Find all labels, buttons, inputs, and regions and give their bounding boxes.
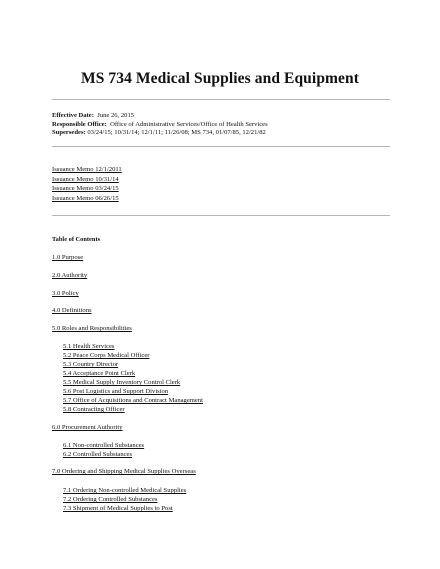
- title-divider: [52, 99, 390, 100]
- responsible-office-label: Responsible Office:: [52, 121, 107, 128]
- toc-sublink[interactable]: 5.6 Post Logistics and Support Division: [63, 388, 169, 395]
- toc-link[interactable]: 1.0 Purpose: [52, 254, 84, 261]
- issuance-memo-link[interactable]: Issuance Memo 06/26/15: [52, 195, 119, 202]
- responsible-office-value: Office of Administrative Services/Office of Health Services: [110, 121, 268, 128]
- supersedes-line: [52, 129, 266, 138]
- effective-date-line: [52, 112, 134, 121]
- issuance-memo-link[interactable]: Issuance Memo 03/24/15: [52, 185, 119, 192]
- toc-link[interactable]: 3.0 Policy: [52, 290, 79, 297]
- toc-link[interactable]: 7.0 Ordering and Shipping Medical Supplies Overseas: [52, 468, 196, 475]
- toc-sublink[interactable]: 5.7 Office of Acquisitions and Contract Management: [63, 397, 203, 404]
- supersedes-value: 03/24/15; 10/31/14; 12/1/11; 11/26/08; MS 734, 01/07/85, 12/21/82: [87, 129, 266, 136]
- toc-link[interactable]: 4.0 Definitions: [52, 307, 92, 314]
- toc-sublink[interactable]: 7.2 Ordering Controlled Substances: [63, 496, 158, 503]
- toc-link[interactable]: 6.0 Procurement Authority: [52, 424, 123, 431]
- toc-sublink[interactable]: 5.8 Contracting Officer: [63, 406, 125, 413]
- toc-sublink[interactable]: 5.3 Country Director: [63, 361, 119, 368]
- toc-sublink[interactable]: 6.1 Non-controlled Substances: [63, 442, 145, 449]
- memo-divider: [52, 215, 390, 216]
- issuance-memo-link[interactable]: Issuance Memo 12/1/2011: [52, 166, 122, 173]
- toc-sublink[interactable]: 5.5 Medical Supply Inventory Control Clerk: [63, 379, 181, 386]
- toc-sublink[interactable]: 6.2 Controlled Substances: [63, 451, 133, 458]
- document-title: MS 734 Medical Supplies and Equipment: [80, 70, 360, 87]
- toc-sublink[interactable]: 7.3 Shipment of Medical Supplies to Post: [63, 505, 173, 512]
- supersedes-label: Supersedes:: [52, 129, 86, 136]
- issuance-memo-link[interactable]: Issuance Memo 10/31/14: [52, 176, 119, 183]
- toc-sublink[interactable]: 5.1 Health Services: [63, 343, 115, 350]
- toc-sublink[interactable]: 5.2 Peace Corps Medical Officer: [63, 352, 150, 359]
- toc-link[interactable]: 5.0 Roles and Responsibilities: [52, 325, 132, 332]
- toc-sublink[interactable]: 7.1 Ordering Non-controlled Medical Supplies: [63, 487, 187, 494]
- effective-date-label: Effective Date:: [52, 112, 94, 119]
- effective-date-value: June 26, 2015: [97, 112, 135, 119]
- toc-link[interactable]: 2.0 Authority: [52, 272, 88, 279]
- toc-heading: Table of Contents: [52, 236, 101, 243]
- toc-sublink[interactable]: 5.4 Acceptance Point Clerk: [63, 370, 136, 377]
- meta-divider: [52, 146, 390, 147]
